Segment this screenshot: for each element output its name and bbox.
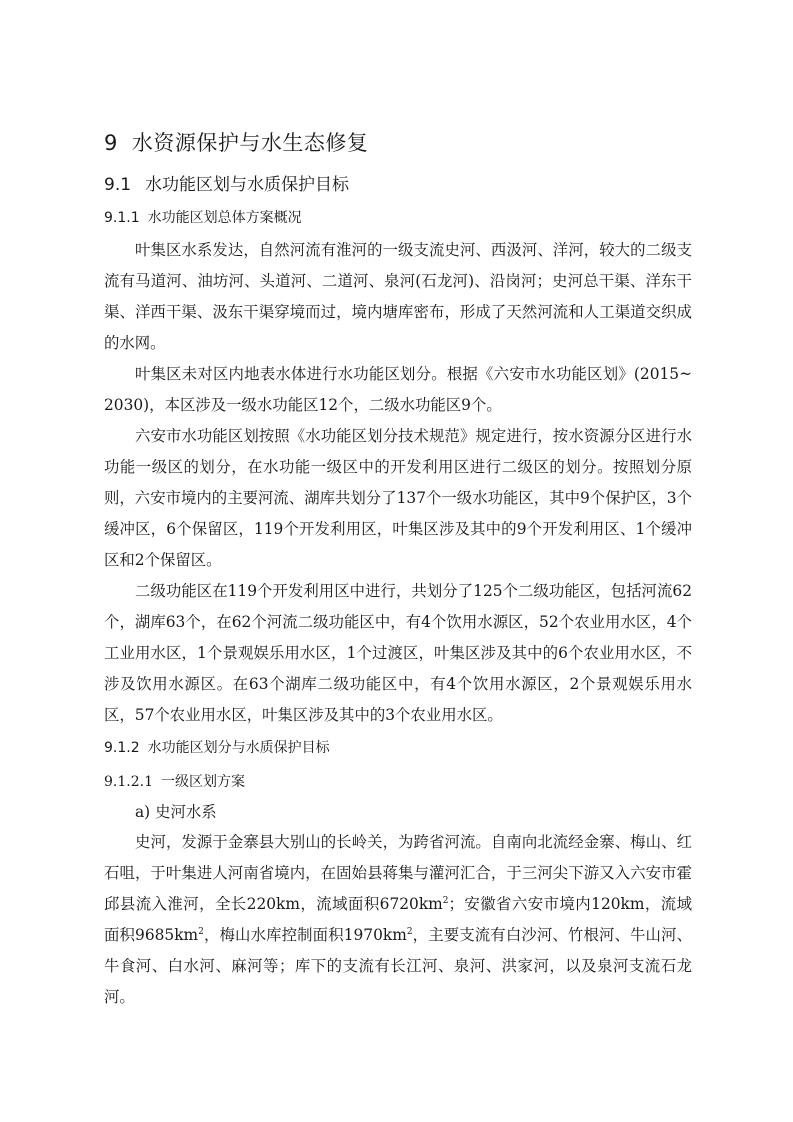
subsubsection-heading-9-1-2 [104,737,330,759]
heading-number: 9.1.2 [104,740,140,756]
subsubsection-heading-9-1-1 [104,207,302,229]
section-title: 水资源保护与水生态修复 [131,131,369,155]
section-number: 9 [104,131,118,155]
subsection-title: 水功能区划与水质保护目标 [145,175,350,195]
paragraph-secondary-zoning: 二级功能区在119个开发利用区中进行，共划分了125个二级功能区，包括河流62个，湖库63个，在62个河流二级功能区中，有4个饮用水源区，52个农业用水区，4个工业用水区，1个景观娱乐用水区，1个过渡区，叶集区涉及其中的6个农业用水区，不涉及饮用水源区。在63个湖库二级功能区中，有4个饮用水源区，2个景观娱乐用水区，57个农业用水区，叶集区涉及其中的3个农业用水区。 [104,582,692,724]
list-item-shihe-system: a) 史河水系 [135,803,217,821]
paragraph-primary-zoning: 六安市水功能区划按照《水功能区划分技术规范》规定进行，按水资源分区进行水功能一级区的划分，在水功能一级区中的开发利用区进行二级区的划分。按照划分原则，六安市境内的主要河流、湖库共划分了137个一级水功能区，其中9个保护区，3个缓冲区，6个保留区，119个开发利用区，叶集区涉及其中的9个开发利用区、1个缓冲区和2个保留区。 [104,427,692,569]
heading-title: 一级区划方案 [160,774,245,790]
heading-title: 水功能区划分与水质保护目标 [147,740,330,756]
paragraph-shihe: 史河，发源于金寨县大别山的长岭关，为跨省河流。自南向北流经金寨、梅山、红石咀，于叶集进人河南省境内，在固始县蒋集与灌河汇合，于三河尖下游又入六安市霍邱县流入淮河，全长220km，流域面积$6720km^2$；安徽省六安市境内120km，流域面积$9685km^2$，梅山水库控制面积$1970km^2$，主要支流有白沙河、竹根河、牛山河、牛食河、白水河、麻河等；库下的支流有长江河、泉河、洪家河，以及泉河支流石龙河。 [104,833,693,1006]
heading-9-1-2-1 [104,771,245,793]
subsection-number: 9.1 [104,175,132,195]
section-heading [104,128,368,158]
heading-number: 9.1.1 [104,210,140,226]
paragraph-water-system: 叶集区水系发达，自然河流有淮河的一级支流史河、西汲河、洋河，较大的二级支流有马道河、油坊河、头道河、二道河、泉河(石龙河)、沿岗河；史河总干渠、洋东干渠、洋西干渠、汲东干渠穿境而过，境内塘库密布，形成了天然河流和人工渠道交织成的水网。 [104,241,692,352]
heading-number: 9.1.2.1 [104,774,153,790]
paragraph-no-zoning: 叶集区未对区内地表水体进行水功能区划分。根据《六安市水功能区划》(2015~2030)，本区涉及一级水功能区12个，二级水功能区9个。 [104,365,692,414]
subsection-heading [104,172,349,198]
heading-title: 水功能区划总体方案概况 [147,210,302,226]
